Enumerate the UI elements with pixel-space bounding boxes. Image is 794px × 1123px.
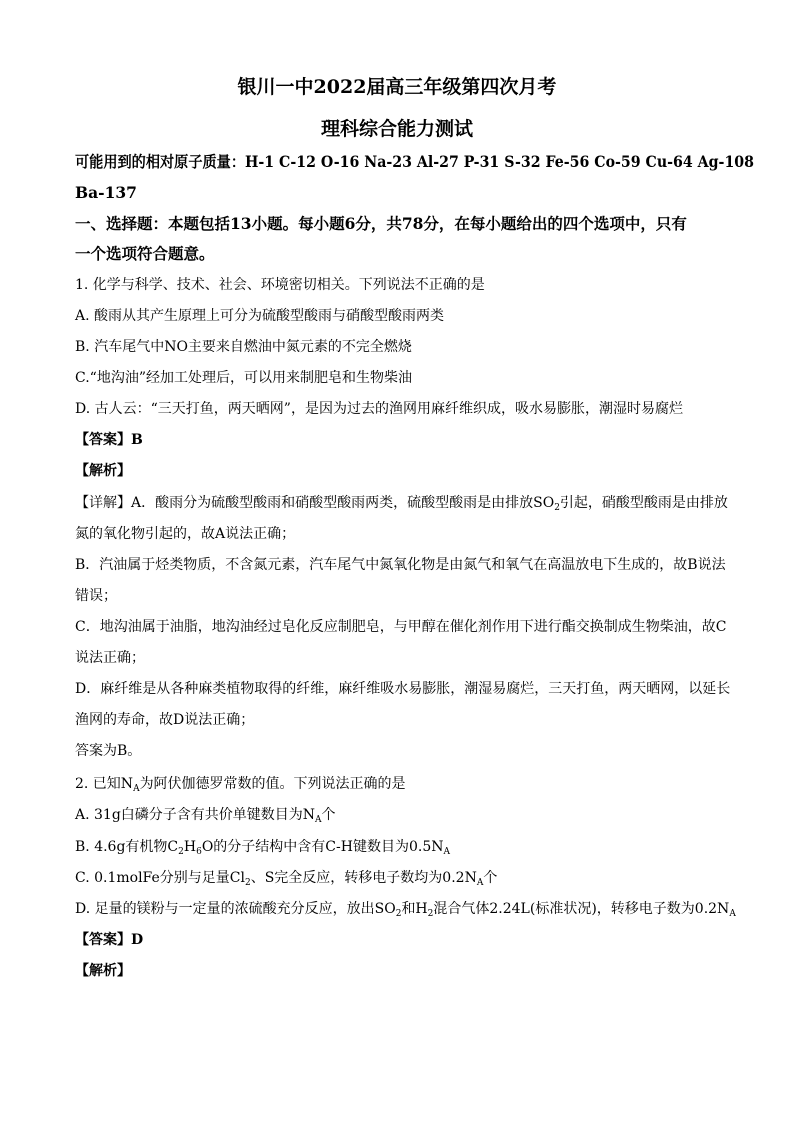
q1-option-a: A. 酸雨从其产生原理上可分为硫酸型酸雨与硝酸型酸雨两类 (75, 308, 445, 324)
q2-option-b: B. 4.6g有机物$C_2H_6O$的分子结构中含有C-H键数目为$0.5N_A$ (75, 839, 450, 857)
atomic-mass-line-1: 可能用到的相对原子质量：H-1 C-12 O-16 Na-23 Al-27 P-31 S-32 Fe-56 Co-59 Cu-64 Ag-108 (75, 152, 755, 171)
q1-detail-b-line-1: B．汽油属于烃类物质，不含氮元素，汽车尾气中氮氧化物是由氮气和氧气在高温放电下生成的，故B说法 (75, 557, 726, 573)
q1-stem: 1. 化学与科学、技术、社会、环境密切相关。下列说法不正确的是 (75, 277, 485, 293)
q2-option-a: A. 31g白磷分子含有共价单键数目为$N_A$个 (75, 807, 336, 825)
q1-detail-a-line-1: 【详解】A．酸雨分为硫酸型酸雨和硝酸型酸雨两类，硫酸型酸雨是由排放$SO_2$引起，硝酸型酸雨是由排放 (75, 495, 728, 513)
q2-option-d: D. 足量的镁粉与一定量的浓硫酸充分反应，放出$SO_2$和$H_2$混合气体2.24L(标准状况)，转移电子数为$0.2N_A$ (75, 901, 736, 919)
q1-analysis-label: 【解析】 (75, 463, 131, 479)
page-title: 银川一中2022届高三年级第四次月考 (237, 76, 557, 98)
q2-analysis-label: 【解析】 (75, 963, 131, 979)
q1-answer: 【答案】B (75, 432, 143, 448)
q1-detail-d-line-1: D．麻纤维是从各种麻类植物取得的纤维，麻纤维吸水易膨胀，潮湿易腐烂，三天打鱼，两天晒网，以延长 (75, 681, 731, 697)
q1-option-b: B. 汽车尾气中NO主要来自燃油中氮元素的不完全燃烧 (75, 339, 412, 355)
q1-detail-b-line-2: 错误； (75, 588, 117, 604)
q1-detail-d-line-2: 渔网的寿命，故D说法正确； (75, 712, 255, 728)
q1-detail-c-line-2: 说法正确； (75, 650, 145, 666)
q1-detail-c-line-1: C．地沟油属于油脂，地沟油经过皂化反应制肥皂，与甲醇在催化剂作用下进行酯交换制成生物柴油，故C (75, 619, 727, 635)
q1-option-d: D. 古人云：“三天打鱼，两天晒网”，是因为过去的渔网用麻纤维织成，吸水易膨胀，潮湿时易腐烂 (75, 401, 683, 417)
q1-conclusion: 答案为B。 (75, 743, 142, 759)
page-subtitle: 理科综合能力测试 (320, 118, 473, 140)
section-heading-line-1: 一、选择题：本题包括13小题。每小题6分，共78分，在每小题给出的四个选项中，只有 (75, 214, 687, 233)
section-heading-line-2: 一个选项符合题意。 (75, 244, 215, 263)
q2-stem: 2. 已知$N_A$为阿伏伽德罗常数的值。下列说法正确的是 (75, 776, 406, 794)
q2-option-c: C. 0.1molFe分别与足量$Cl_2$、S完全反应，转移电子数均为$0.2N_A$个 (75, 870, 498, 888)
atomic-mass-line-2: Ba-137 (75, 183, 137, 202)
q1-option-c: C.“地沟油”经加工处理后，可以用来制肥皂和生物柴油 (75, 370, 412, 386)
q1-detail-a-line-2: 氮的氧化物引起的，故A说法正确； (75, 526, 296, 542)
q2-answer: 【答案】D (75, 932, 144, 948)
